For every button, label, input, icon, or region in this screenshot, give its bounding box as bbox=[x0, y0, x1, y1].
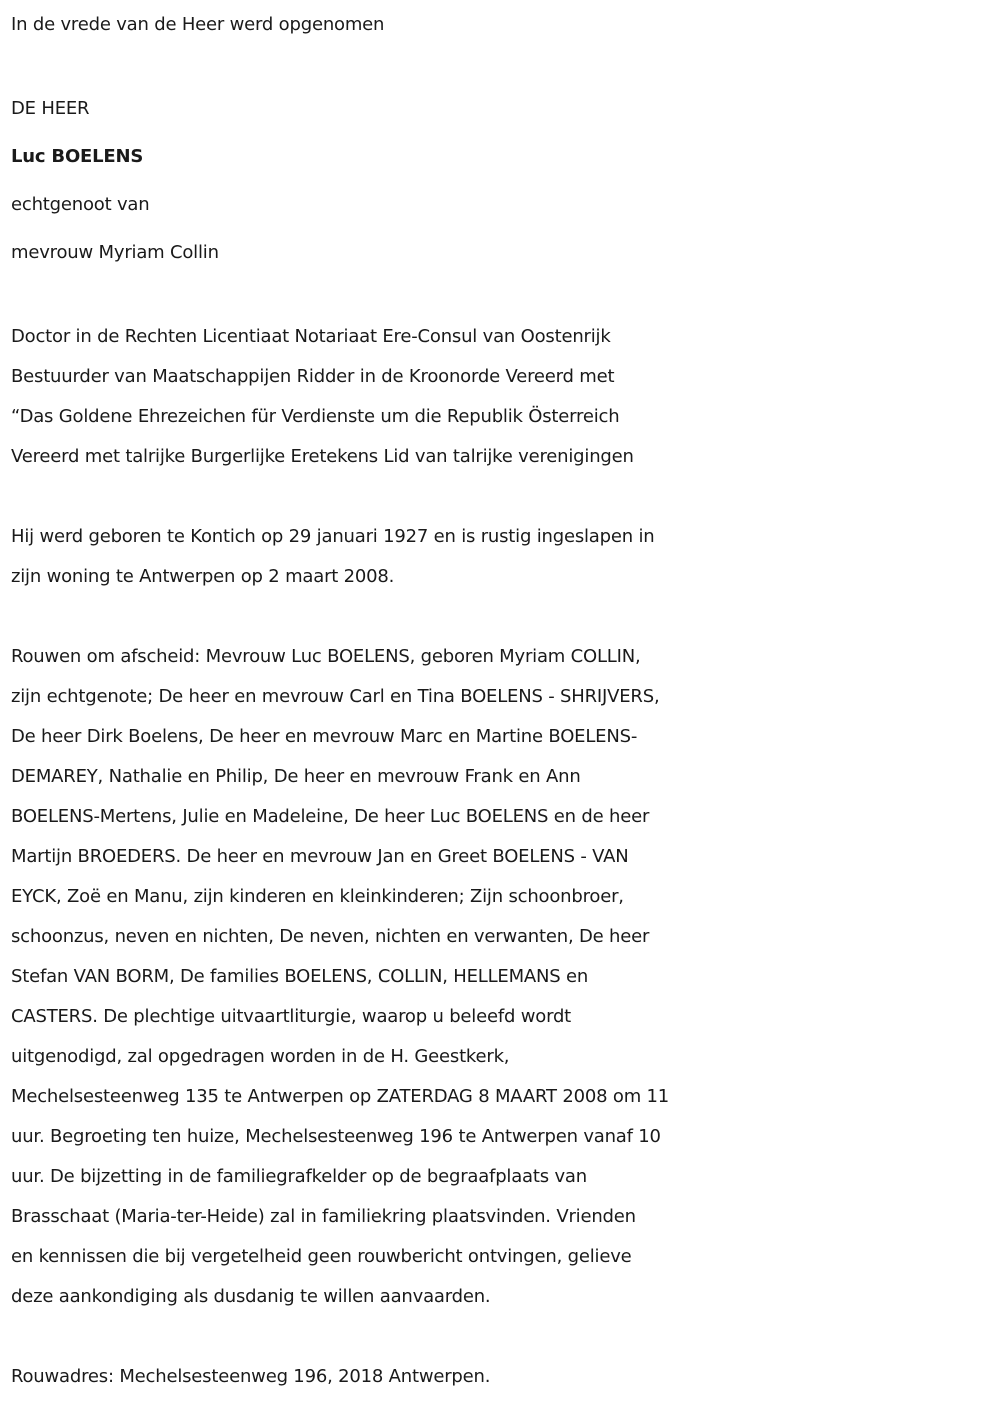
mourners-line: uur. De bijzetting in de familiegrafkelder op de begraafplaats van bbox=[11, 1166, 587, 1187]
mourners-line: Brasschaat (Maria-ter-Heide) zal in familiekring plaatsvinden. Vrienden bbox=[11, 1206, 636, 1227]
mourning-address: Rouwadres: Mechelsesteenweg 196, 2018 Antwerpen. bbox=[11, 1366, 491, 1387]
mourners-line: Martijn BROEDERS. De heer en mevrouw Jan en Greet BOELENS - VAN bbox=[11, 846, 629, 867]
mourners-paragraph bbox=[11, 637, 991, 1317]
spouse-label: echtgenoot van bbox=[11, 194, 150, 215]
mourners-line: CASTERS. De plechtige uitvaartliturgie, waarop u beleefd wordt bbox=[11, 1006, 572, 1027]
spacer bbox=[11, 45, 991, 85]
birth-death-line: zijn woning te Antwerpen op 2 maart 2008. bbox=[11, 566, 395, 587]
obituary-document bbox=[11, 5, 991, 1397]
mourners-line: deze aankondiging als dusdanig te willen aanvaarden. bbox=[11, 1286, 491, 1307]
spacer bbox=[11, 277, 991, 317]
birth-death-paragraph bbox=[11, 517, 991, 597]
deceased-name: Luc BOELENS bbox=[11, 146, 144, 167]
spacer bbox=[11, 477, 991, 517]
mourners-line: Stefan VAN BORM, De families BOELENS, COLLIN, HELLEMANS en bbox=[11, 966, 589, 987]
mourners-line: en kennissen die bij vergetelheid geen rouwbericht ontvingen, gelieve bbox=[11, 1246, 632, 1267]
mourners-line: EYCK, Zoë en Manu, zijn kinderen en kleinkinderen; Zijn schoonbroer, bbox=[11, 886, 624, 907]
mourners-line: Rouwen om afscheid: Mevrouw Luc BOELENS, geboren Myriam COLLIN, bbox=[11, 646, 641, 667]
titles-paragraph bbox=[11, 317, 991, 477]
mourners-line: zijn echtgenote; De heer en mevrouw Carl en Tina BOELENS - SHRIJVERS, bbox=[11, 686, 660, 707]
mourners-line: DEMAREY, Nathalie en Philip, De heer en mevrouw Frank en Ann bbox=[11, 766, 581, 787]
spacer bbox=[11, 597, 991, 637]
titles-line: “Das Goldene Ehrezeichen für Verdienste um die Republik Österreich bbox=[11, 406, 620, 427]
titles-line: Vereerd met talrijke Burgerlijke Eretekens Lid van talrijke verenigingen bbox=[11, 446, 634, 467]
title-prefix: DE HEER bbox=[11, 98, 90, 119]
mourners-line: uitgenodigd, zal opgedragen worden in de H. Geestkerk, bbox=[11, 1046, 510, 1067]
intro-text: In de vrede van de Heer werd opgenomen bbox=[11, 14, 385, 35]
mourners-line: uur. Begroeting ten huize, Mechelsesteenweg 196 te Antwerpen vanaf 10 bbox=[11, 1126, 661, 1147]
mourners-line: Mechelsesteenweg 135 te Antwerpen op ZATERDAG 8 MAART 2008 om 11 bbox=[11, 1086, 670, 1107]
titles-line: Doctor in de Rechten Licentiaat Notariaat Ere-Consul van Oostenrijk bbox=[11, 326, 611, 347]
mourners-line: BOELENS-Mertens, Julie en Madeleine, De heer Luc BOELENS en de heer bbox=[11, 806, 650, 827]
mourners-line: De heer Dirk Boelens, De heer en mevrouw Marc en Martine BOELENS- bbox=[11, 726, 638, 747]
titles-line: Bestuurder van Maatschappijen Ridder in de Kroonorde Vereerd met bbox=[11, 366, 615, 387]
spacer bbox=[11, 1317, 991, 1357]
spouse-name: mevrouw Myriam Collin bbox=[11, 242, 219, 263]
birth-death-line: Hij werd geboren te Kontich op 29 januari 1927 en is rustig ingeslapen in bbox=[11, 526, 655, 547]
mourners-line: schoonzus, neven en nichten, De neven, nichten en verwanten, De heer bbox=[11, 926, 650, 947]
